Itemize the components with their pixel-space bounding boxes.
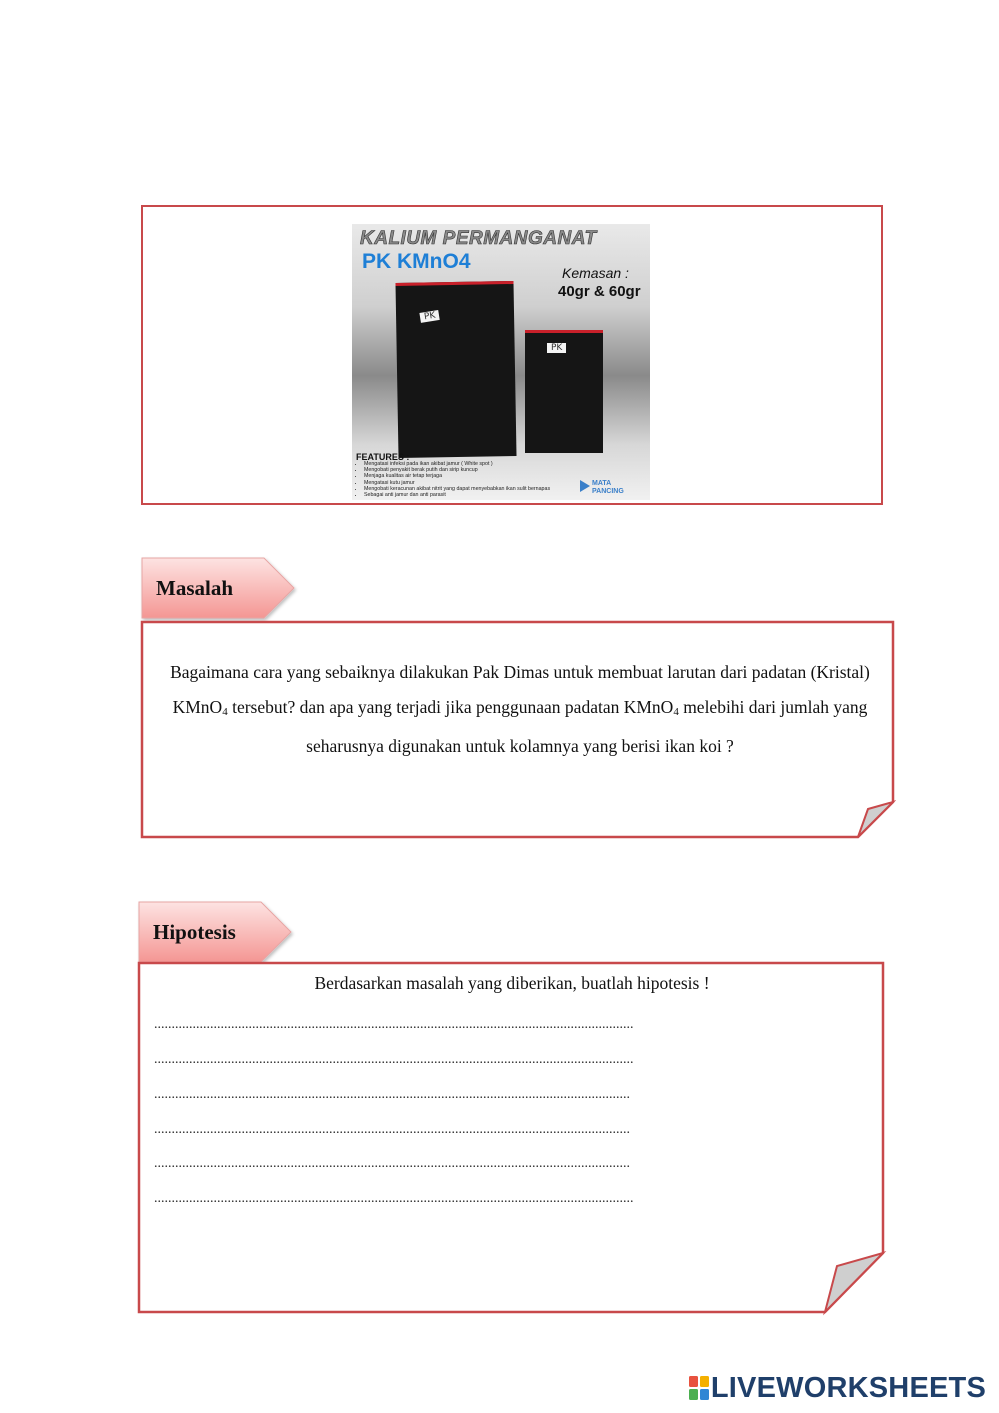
liveworksheets-icon: [689, 1376, 709, 1400]
liveworksheets-logo[interactable]: [689, 1372, 986, 1404]
feature-item: • Mengobati penyakit berak putih dan sirip kuncup: [364, 467, 594, 473]
image-kemasan-label: Kemasan :: [562, 265, 629, 281]
bag-label: PK: [419, 310, 440, 323]
masalah-text: Bagaimana cara yang sebaiknya dilakukan Pak Dimas untuk membuat larutan dari padatan (Kristal) KMnO$_4$ tersebut? dan apa yang terjadi jika penggunaan padatan KMnO$_4$ melebihi dari jumlah yang seharusnya digunakan untuk kolamnya yang berisi ikan koi ?: [170, 662, 870, 756]
image-subtitle: PK KMnO4: [362, 250, 471, 273]
hipotesis-instruction: Berdasarkan masalah yang diberikan, buatlah hipotesis !: [314, 973, 710, 993]
feature-item: • Mengobati keracunan akibat nitrit yang dapat menyebabkan ikan sulit bernapas: [364, 486, 594, 492]
feature-item: • Mengatasi infeksi pada ikan akibat jamur ( White spot ): [364, 461, 594, 467]
feature-item: • Mengatasi kutu jamur: [364, 480, 594, 486]
answer-line[interactable]: .........................................................................................................................................: [154, 1017, 634, 1032]
brand-logo-icon: [580, 480, 590, 492]
hipotesis-box: [137, 961, 887, 1317]
answer-line[interactable]: .........................................................................................................................................: [154, 1191, 634, 1206]
product-image: [352, 224, 650, 500]
product-bag-small: [525, 330, 603, 453]
product-bag-large: [395, 281, 516, 458]
logo-text: LIVEWORKSHEETS: [710, 1371, 986, 1404]
feature-item: • Menjaga kualitas air tetap terjaga: [364, 473, 594, 479]
feature-item: • Sebagai anti jamur dan anti parasit: [364, 492, 594, 498]
masalah-label: Masalah: [156, 576, 234, 600]
bag-label: PK: [547, 343, 566, 353]
answer-line[interactable]: ........................................................................................................................................: [154, 1087, 630, 1102]
image-title: KALIUM PERMANGANAT: [360, 228, 597, 249]
answer-line[interactable]: .........................................................................................................................................: [154, 1052, 634, 1067]
features-list: [356, 461, 594, 498]
image-kemasan-value: 40gr & 60gr: [558, 283, 641, 300]
features-title: FEATURES :: [356, 452, 410, 462]
answer-line[interactable]: ........................................................................................................................................: [154, 1122, 630, 1137]
answer-line[interactable]: ........................................................................................................................................: [154, 1156, 630, 1171]
hipotesis-label: Hipotesis: [153, 920, 236, 944]
brand-name: MATA PANCING: [592, 480, 624, 495]
